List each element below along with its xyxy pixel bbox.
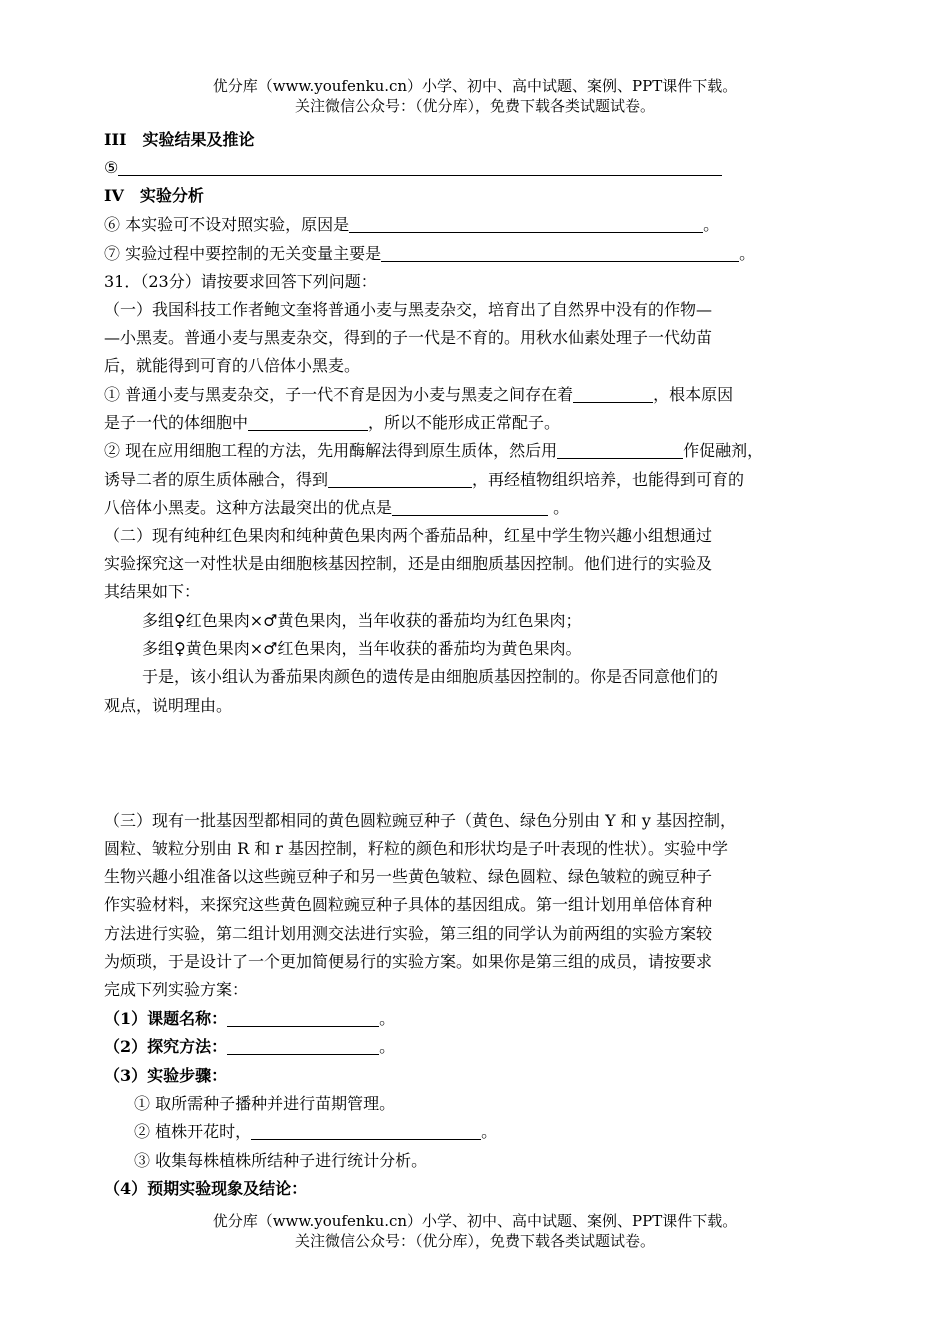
- footer-line-1: 优分库（www.youfenku.cn）小学、初中、高中试题、案例、PPT课件下载。: [212, 1212, 738, 1230]
- part-3-line: 方法进行实验，第二组计划用测交法进行实验，第三组的同学认为前两组的实验方案较: [104, 924, 713, 943]
- step-1-title: （1）课题名称： 。: [104, 1009, 396, 1028]
- item-5-label: ⑤: [104, 158, 119, 177]
- part-2-line: 观点，说明理由。: [104, 696, 233, 715]
- question-31-intro: 31．（23分）请按要求回答下列问题：: [104, 272, 377, 291]
- procedure-1: ① 取所需种子播种并进行苗期管理。: [134, 1094, 396, 1113]
- answer-blank[interactable]: [392, 497, 548, 516]
- answer-blank[interactable]: [573, 384, 653, 403]
- header-line-1: 优分库（www.youfenku.cn）小学、初中、高中试题、案例、PPT课件下载。: [212, 77, 738, 95]
- cross-result-2: 多组♀黄色果肉×♂红色果肉，当年收获的番茄均为黄色果肉。: [142, 639, 582, 658]
- answer-blank[interactable]: [248, 412, 368, 431]
- part-2-line: 其结果如下：: [104, 582, 201, 601]
- step-3-title: （3）实验步骤：: [104, 1066, 228, 1085]
- part-3-line: （三）现有一批基因型都相同的黄色圆粒豌豆种子（黄色、绿色分别由 Y 和 y 基因控制，: [104, 811, 736, 830]
- part-1-question-2-cont: 诱导二者的原生质体融合，得到 ，再经植物组织培养，也能得到可育的: [104, 470, 745, 489]
- answer-blank[interactable]: [557, 440, 683, 459]
- part-1-line: 后，就能得到可育的八倍体小黑麦。: [104, 356, 361, 375]
- part-2-line: （二）现有纯种红色果肉和纯种黄色果肉两个番茄品种，红星中学生物兴趣小组想通过: [104, 526, 713, 545]
- answer-blank[interactable]: [118, 157, 722, 176]
- part-1-line: —小黑麦。普通小麦与黑麦杂交，得到的子一代是不育的。用秋水仙素处理子一代幼苗: [104, 328, 713, 347]
- step-4-title: （4）预期实验现象及结论：: [104, 1179, 308, 1198]
- answer-blank[interactable]: [227, 1036, 379, 1055]
- item-6: ⑥ 本实验可不设对照实验，原因是 。: [104, 215, 720, 234]
- section-4-title: IV 实验分析: [104, 186, 204, 205]
- part-1-line: （一）我国科技工作者鲍文奎将普通小麦与黑麦杂交，培育出了自然界中没有的作物—: [104, 300, 713, 319]
- item-7: ⑦ 实验过程中要控制的无关变量主要是 。: [104, 244, 756, 263]
- part-3-line: 为烦琐，于是设计了一个更加简便易行的实验方案。如果你是第三组的成员，请按要求: [104, 952, 713, 971]
- answer-blank[interactable]: [328, 469, 472, 488]
- procedure-3: ③ 收集每株植株所结种子进行统计分析。: [134, 1151, 428, 1170]
- part-3-line: 完成下列实验方案：: [104, 980, 249, 999]
- header-line-2: 关注微信公众号：（优分库），免费下载各类试题试卷。: [294, 97, 655, 115]
- cross-result-1: 多组♀红色果肉×♂黄色果肉，当年收获的番茄均为红色果肉；: [142, 611, 582, 630]
- part-1-question-1-cont: 是子一代的体细胞中 ，所以不能形成正常配子。: [104, 413, 561, 432]
- part-1-question-1: ① 普通小麦与黑麦杂交，子一代不育是因为小麦与黑麦之间存在着 ，根本原因: [104, 385, 734, 404]
- part-1-question-2-end: 八倍体小黑麦。这种方法最突出的优点是 。: [104, 498, 570, 517]
- footer-line-2: 关注微信公众号：（优分库），免费下载各类试题试卷。: [294, 1232, 655, 1250]
- part-2-line: 于是，该小组认为番茄果肉颜色的遗传是由细胞质基因控制的。你是否同意他们的: [142, 667, 719, 686]
- section-3-title: III 实验结果及推论: [104, 130, 255, 149]
- part-3-line: 作实验材料，来探究这些黄色圆粒豌豆种子具体的基因组成。第一组计划用单倍体育种: [104, 895, 713, 914]
- answer-blank[interactable]: [227, 1008, 379, 1027]
- part-2-line: 实验探究这一对性状是由细胞核基因控制，还是由细胞质基因控制。他们进行的实验及: [104, 554, 713, 573]
- part-1-question-2: ② 现在应用细胞工程的方法，先用酶解法得到原生质体，然后用 作促融剂，: [104, 441, 764, 460]
- item-5: [104, 154, 722, 182]
- answer-blank[interactable]: [381, 243, 739, 262]
- answer-blank[interactable]: [349, 214, 703, 233]
- procedure-2: ② 植株开花时， 。: [134, 1122, 498, 1141]
- part-3-line: 生物兴趣小组准备以这些豌豆种子和另一些黄色皱粒、绿色圆粒、绿色皱粒的豌豆种子: [104, 867, 713, 886]
- part-3-line: 圆粒、皱粒分别由 R 和 r 基因控制，籽粒的颜色和形状均是子叶表现的性状）。实验中学: [104, 839, 729, 858]
- answer-blank[interactable]: [251, 1121, 481, 1140]
- step-2-method: （2）探究方法： 。: [104, 1037, 396, 1056]
